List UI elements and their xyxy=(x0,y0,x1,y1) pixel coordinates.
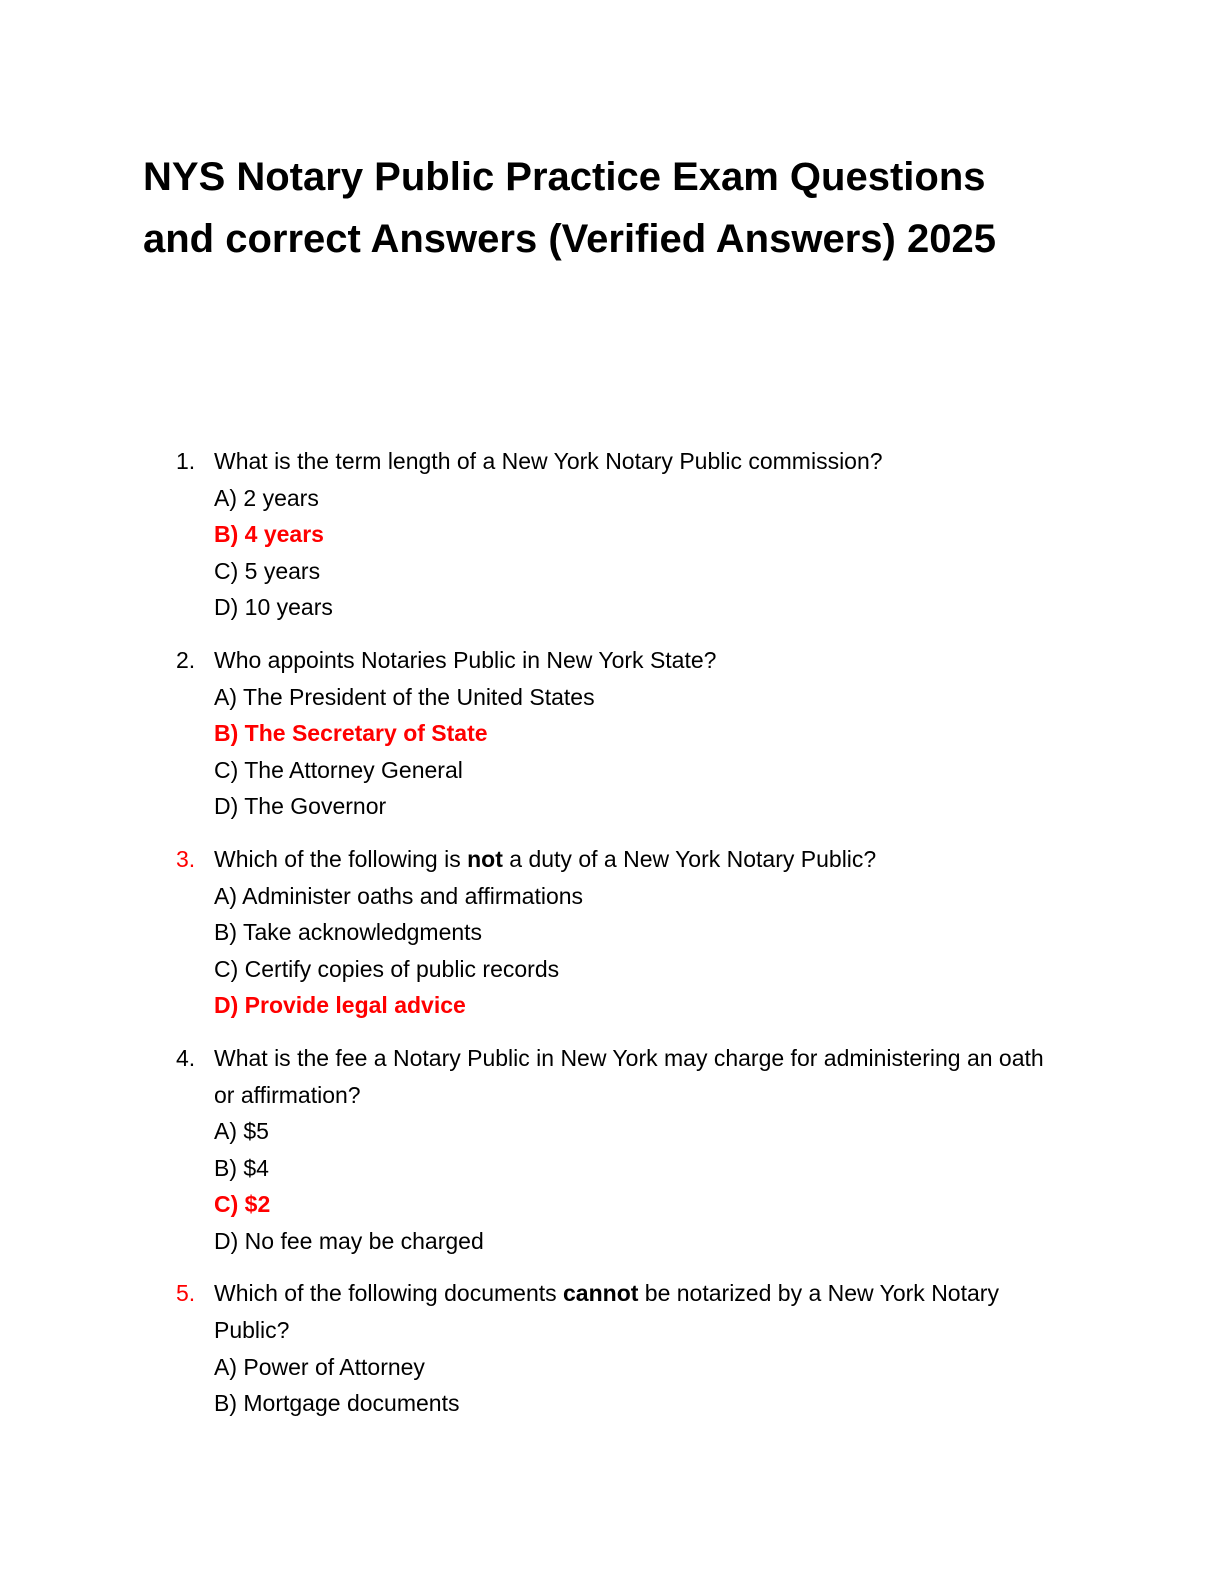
correct-answer-option: D) Provide legal advice xyxy=(214,992,466,1019)
question-emphasis: cannot xyxy=(563,1280,639,1307)
answer-option: A) 2 years xyxy=(214,484,319,511)
answer-option: C) 5 years xyxy=(214,557,321,584)
question-number: 5. xyxy=(176,1280,196,1307)
correct-answer-option: B) 4 years xyxy=(214,521,324,548)
question-text: What is the term length of a New York Notary Public commission? xyxy=(214,448,883,474)
title-line-1: NYS Notary Public Practice Exam Questions xyxy=(143,155,986,199)
answer-option: D) 10 years xyxy=(214,594,333,621)
question-text-end: a duty of a New York Notary Public? xyxy=(502,845,877,872)
question-item xyxy=(143,1275,1063,1421)
answer-option: C) The Attorney General xyxy=(214,756,463,783)
question-item xyxy=(143,841,1063,1024)
title-line-2: and correct Answers (Verified Answers) 2025 xyxy=(143,217,996,261)
correct-answer-option: C) $2 xyxy=(214,1191,271,1218)
answer-option: D) No fee may be charged xyxy=(214,1227,484,1254)
correct-answer-option: B) The Secretary of State xyxy=(214,720,488,747)
answer-option: C) Certify copies of public records xyxy=(214,955,560,982)
question-item xyxy=(143,443,1063,626)
question-item xyxy=(143,642,1063,825)
question-list xyxy=(143,443,1063,1438)
answer-option: A) Power of Attorney xyxy=(214,1353,425,1380)
question-text: Who appoints Notaries Public in New York State? xyxy=(214,646,717,673)
question-number: 3. xyxy=(176,845,196,872)
question-number: 2. xyxy=(176,646,196,673)
question-text-start: Which of the following is xyxy=(214,845,468,872)
document-title xyxy=(143,146,1143,270)
answer-option: B) $4 xyxy=(214,1154,269,1181)
answer-option: B) Mortgage documents xyxy=(214,1390,460,1417)
answer-option: A) The President of the United States xyxy=(214,683,595,710)
question-text-start: Which of the following documents xyxy=(214,1280,564,1307)
question-text-end: be notarized by a New York Notary Public? xyxy=(214,1280,999,1344)
question-number: 1. xyxy=(176,448,196,474)
answer-option: B) Take acknowledgments xyxy=(214,919,483,946)
question-number: 4. xyxy=(176,1044,196,1071)
question-emphasis: not xyxy=(467,845,503,872)
question-text xyxy=(214,1275,1063,1348)
answer-option: A) $5 xyxy=(214,1118,269,1145)
answer-option: A) Administer oaths and affirmations xyxy=(214,882,584,909)
question-text xyxy=(214,841,1063,878)
answer-option: D) The Governor xyxy=(214,793,387,820)
question-item xyxy=(143,1040,1063,1260)
question-text: What is the fee a Notary Public in New York may charge for administering an oath or affirmation? xyxy=(214,1044,1044,1108)
